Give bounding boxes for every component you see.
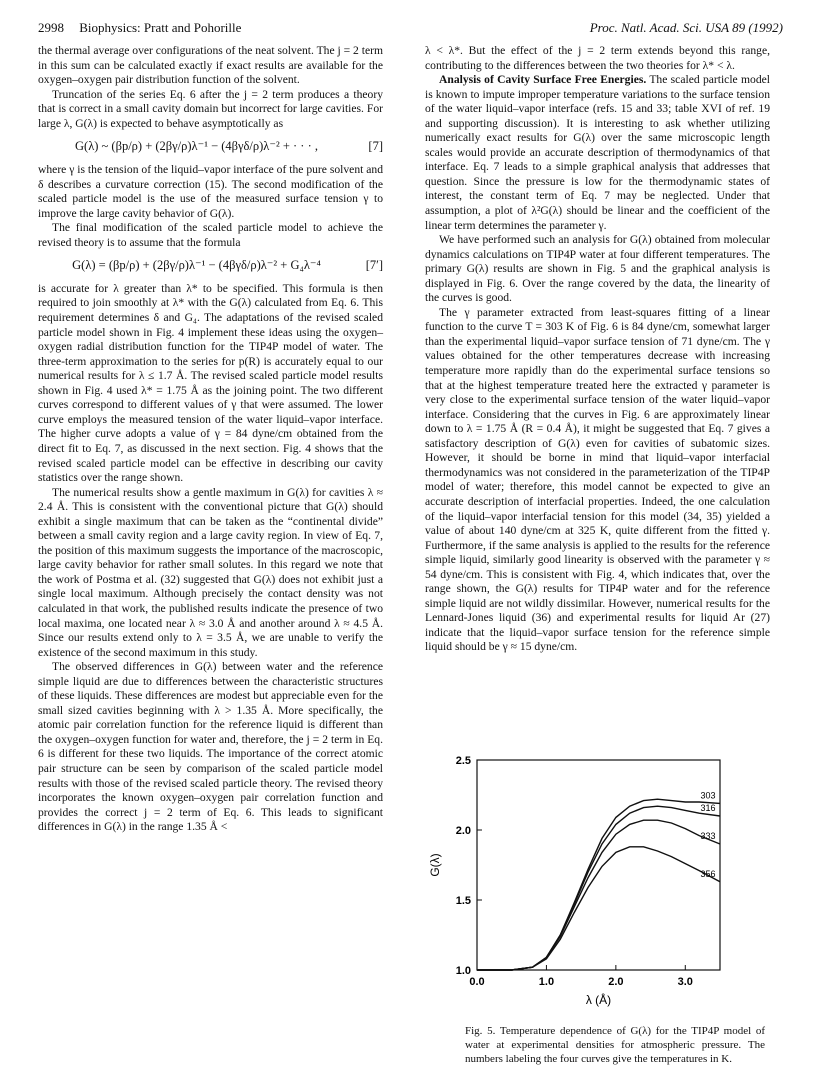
equation-number: [7] (368, 139, 383, 154)
page-number: 2998 (38, 20, 64, 35)
x-tick-label: 1.0 (538, 976, 555, 988)
left-column (38, 44, 383, 835)
series-label-356: 356 (700, 868, 716, 879)
figure-caption: Fig. 5. Temperature dependence of G(λ) for the TIP4P model of water at experimental densities for atmospheric pressure. The numbers labeling the four curves give the temperatures in K. (465, 1025, 765, 1066)
paragraph: The final modification of the scaled particle model to achieve the revised theory is to assume that the formula (38, 221, 383, 249)
section-heading: Analysis of Cavity Surface Free Energies. (439, 73, 647, 87)
y-tick-label: 1.0 (455, 965, 471, 977)
equation-7-prime (38, 258, 383, 274)
series-line-316 (477, 806, 720, 970)
figure-5 (425, 752, 780, 1012)
header-left (38, 20, 241, 36)
x-tick-label: 2.0 (608, 976, 624, 988)
series-line-356 (477, 847, 720, 970)
equation-7 (38, 139, 383, 155)
right-column (425, 44, 770, 655)
series-label-303: 303 (700, 790, 716, 801)
paragraph: λ < λ*. But the effect of the j = 2 term extends beyond this range, contributing to the differences between the two theories for λ* < λ. (425, 44, 770, 72)
y-tick-label: 2.5 (455, 755, 471, 767)
paragraph: Truncation of the series Eq. 6 after the j = 2 term produces a theory that is correct in a small cavity domain but incorrect for large cavities. For large λ, G(λ) is expected to behave asymptotically as (38, 87, 383, 130)
running-title: Biophysics: Pratt and Pohorille (79, 20, 242, 35)
plot-frame (477, 760, 720, 970)
equation-number: [7′] (365, 258, 383, 273)
paragraph: The numerical results show a gentle maximum in G(λ) for cavities λ ≈ 2.4 Å. This is consistent with the conventional picture that G(λ) should exhibit a single maximum that can be taken as the “continental divide” between a small cavity region and a large cavity region. In view of Eq. 7, the position of this maximum suggests the importance of the macroscopic, large cavity behavior for rather small solutes. In this regard we note that the work of Postma et al. (32) suggested that G(λ) does not exhibit just a single local maximum. Although precisely the contact density was not calculated in that work, the published results indicate the presence of two local maxima, one located near λ ≈ 3.0 Å and another around λ ≈ 4.5 Å. Since our results extend only to λ = 3.5 Å, we are unable to verify the existence of the second maximum in this study. (38, 485, 383, 659)
y-tick-label: 1.5 (455, 895, 471, 907)
section-text: The scaled particle model is known to impute improper temperature variations to the surface tension of the water liquid–vapor interface (refs. 15 and 33; table XVI of ref. 19 and supporting discussion). It is interesting to ask whether utilizing numerically exact results for G(λ) over the same microscopic length scales would provide an accurate description of thermodynamics of that interface. Eq. 7 leads to a simple graphical analysis that addresses that question. Since the pressure is low for the thermodynamic states of interest, the constant term of Eq. 7 may be neglected. Under that assumption, a plot of λ²G(λ) should be linear and the coefficient of the linear term determines the parameter γ. (425, 73, 770, 232)
series-label-333: 333 (700, 831, 716, 841)
paragraph: The γ parameter extracted from least-squares fitting of a linear function to the curve T = 303 K of Fig. 6 is 84 dyne/cm, somewhat larger than the experimental liquid–vapor surface tension of 71 dyne/cm. The γ values obtained for the other temperatures decrease with increasing temperature more rapidly than do the experimental surface tensions so that at the highest temperature treated here the extracted γ parameter is very close to the experimental surface tension of the water liquid–vapor interface. Considering that the curves in Fig. 6 are approximately linear down to λ = 1.75 Å (R = 0.4 Å), it might be suggested that Eq. 7 gives a satisfactory description of G(λ) even for cavities of subatomic sizes. However, it should be borne in mind that liquid–vapor interfacial thermodynamics was not considered in the parameterization of the TIP4P model of water; therefore, this model cannot be expected to give an accurate description of interfacial properties. Indeed, the one calculation of the liquid–vapor interfacial tension for this model (34, 35) yielded a value of about 140 dyne/cm at 325 K, quite different from the fitted γ. Furthermore, if the same analysis is applied to the results for the reference simple liquid, similarly good linearity is observed with the parameter γ ≈ 54 dyne/cm. This is consistent with Fig. 4, which indicates that, over the range shown, the G(λ) results for TIP4P water and for the reference simple liquid are not wildly dissimilar. However, numerical results for the Lennard-Jones liquid (36) and experimental results for liquid Ar (27) indicate that the liquid–vapor surface tension for the reference simple liquid should be γ ≈ 15 dyne/cm. (425, 305, 770, 654)
x-axis-label: λ (Å) (585, 993, 612, 1007)
paragraph: where γ is the tension of the liquid–vapor interface of the pure solvent and δ describes a curvature correction (15). The second modification of the scaled particle model is the use of the measured surface tension γ to improve the large cavity behavior of G(λ). (38, 162, 383, 220)
series-line-303 (477, 799, 720, 970)
equation-body: G(λ) = (βp/ρ) + (2βγ/ρ)λ⁻¹ − (4βγδ/ρ)λ⁻² + G₄λ⁻⁴ (72, 258, 321, 273)
x-tick-label: 3.0 (677, 976, 693, 988)
paragraph: is accurate for λ greater than λ* to be specified. This formula is then required to join smoothly at λ* with the G(λ) calculated from Eq. 6. This requirement determines δ and G₄. The adaptations of the revised scaled particle model shown in Fig. 4 implement these ideas using the oxygen–oxygen radial distribution function for the TIP4P model of water. The three-term approximation to the series for p(R) is accurately equal to our numerical results for λ ≤ 1.7 Å. The revised scaled particle model results shown in Fig. 4 used λ* = 1.75 Å as the joining point. The two different curves correspond to different values of γ that were assumed. The lower curve employs the measured tension of the water liquid–vapor interface. The higher curve adopts a value of γ = 84 dyne/cm obtained from the direct fit to Eq. 7, as discussed in the next section. Fig. 4 shows that the revised scaled particle model can be effective in describing our cavity statistics over the range shown. (38, 281, 383, 485)
series-line-333 (477, 820, 720, 970)
paragraph: the thermal average over configurations of the neat solvent. The j = 2 term in this sum can be calculated exactly if exact results are available for the oxygen–oxygen pair distribution function of the solvent. (38, 44, 383, 87)
x-tick-label: 0.0 (469, 976, 485, 988)
paragraph: We have performed such an analysis for G(λ) obtained from molecular dynamics calculations on TIP4P water at four different temperatures. The primary G(λ) results are shown in Fig. 5 and the graphical analysis is displayed in Fig. 6. Over the range covered by the data, the linearity of the curves is good. (425, 233, 770, 305)
paragraph: The observed differences in G(λ) between water and the reference simple liquid are due to differences between the characteristic structures of these liquids. These differences are modest but appreciable even for the small sized cavities beginning with λ > 1.35 Å. More specifically, the atomic pair correlation function for the reference liquid is different than the oxygen–oxygen function for water and, therefore, the j = 2 term in Eq. 6 is different for these two liquids. The importance of the correct atomic pair structure can be seen by comparison of the scaled particle model results with those of the revised scaled particle theory. The revised theory incorporates the known oxygen–oxygen pair correlation function and provides the correct j = 2 term of Eq. 6. This leads to significant differences in G(λ) in the range 1.35 Å < (38, 660, 383, 834)
y-axis-label: G(λ) (428, 853, 442, 877)
series-label-316: 316 (700, 803, 716, 813)
page-header (38, 20, 783, 38)
equation-body: G(λ) ~ (βp/ρ) + (2βγ/ρ)λ⁻¹ − (4βγδ/ρ)λ⁻² + · · · , (75, 139, 318, 154)
section-paragraph (425, 73, 770, 233)
journal-citation: Proc. Natl. Acad. Sci. USA 89 (1992) (589, 20, 783, 35)
g-lambda-chart (425, 752, 780, 1012)
y-tick-label: 2.0 (455, 825, 471, 837)
